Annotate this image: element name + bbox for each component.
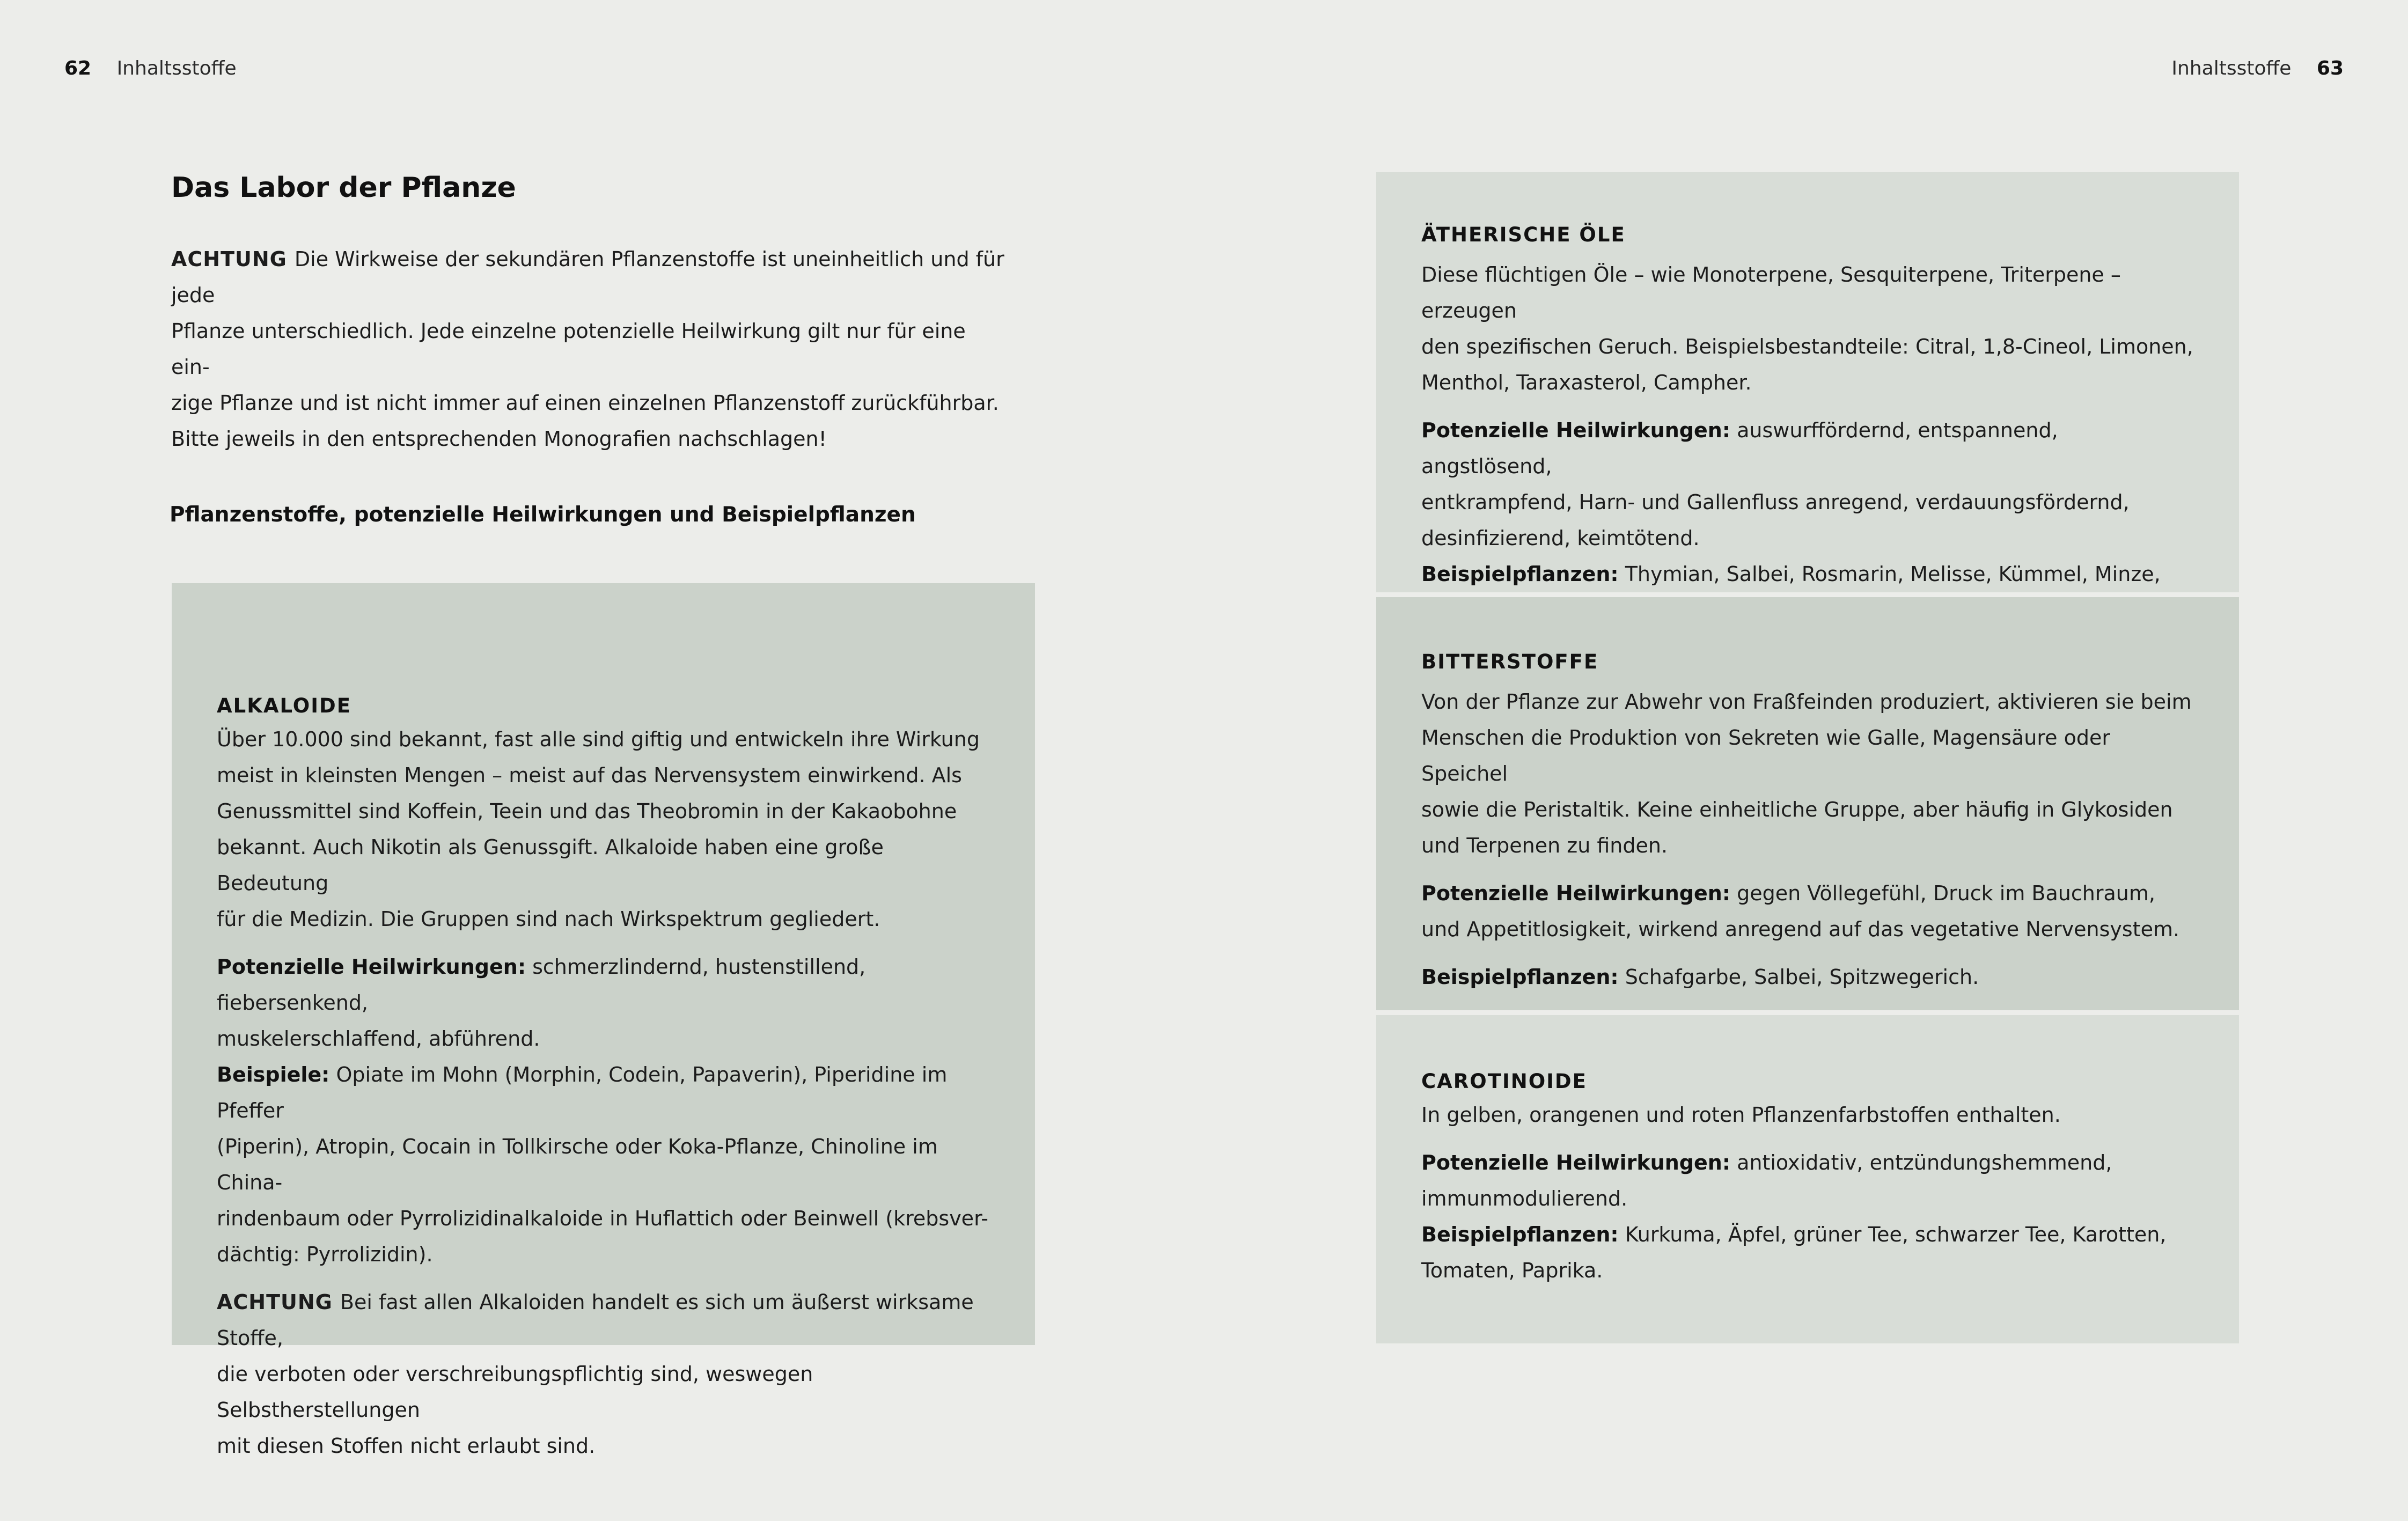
examples-line: rindenbaum oder Pyrrolizidinalkaloide in Huflattich oder Beinwell (krebsver- [217, 1207, 988, 1230]
plants-label: Beispielpflanzen: [1421, 1223, 1619, 1246]
oele-effects [1421, 413, 2194, 556]
right-running-head: Inhaltsstoffe [2171, 57, 2292, 79]
alkaloide-effects [217, 949, 990, 1057]
alkaloide-description [217, 722, 990, 937]
warning-label: ACHTUNG [217, 1290, 333, 1314]
plants-line: Kurkuma, Äpfel, grüner Tee, schwarzer Tee, Karotten, [1625, 1223, 2167, 1246]
plants-label: Beispielpflanzen: [1421, 965, 1619, 989]
aetherische-oele-box [1376, 172, 2239, 592]
description-line: Über 10.000 sind bekannt, fast alle sind giftig und entwickeln ihre Wirkung [217, 728, 980, 751]
effects-line: schmerzlindernd, hustenstillend, fiebersenkend, [217, 955, 866, 1015]
alkaloide-box [172, 583, 1035, 1458]
examples-line: dächtig: Pyrrolizidin). [217, 1243, 433, 1266]
effects-line: entkrampfend, Harn- und Gallenfluss anregend, verdauungsfördernd, [1421, 490, 2130, 514]
left-folio [64, 58, 237, 79]
description-line: für die Medizin. Die Gruppen sind nach Wirkspektrum gegliedert. [217, 907, 880, 931]
carotinoide-box [1376, 1015, 2239, 1343]
effects-label: Potenzielle Heilwirkungen: [1421, 881, 1731, 905]
description-line: sowie die Peristaltik. Keine einheitliche Gruppe, aber häufig in Glykosiden [1421, 798, 2173, 821]
intro-line: zige Pflanze und ist nicht immer auf einen einzelnen Pflanzenstoff zurückführbar. [171, 391, 999, 415]
effects-line: muskelerschlaffend, abführend. [217, 1027, 540, 1050]
left-page-number: 62 [64, 57, 92, 79]
alkaloide-warning [217, 1284, 990, 1464]
description-line: Menthol, Taraxasterol, Campher. [1421, 371, 1752, 394]
bitterstoffe-description [1421, 684, 2194, 864]
right-page-number: 63 [2316, 57, 2344, 79]
table-heading: Pflanzenstoffe, potenzielle Heilwirkungen und Beispielpflanzen [170, 503, 916, 527]
warning-line: die verboten oder verschreibungspflichtig sind, weswegen Selbstherstellungen [217, 1362, 813, 1422]
description-line: den spezifischen Geruch. Beispielsbestandteile: Citral, 1,8-Cineol, Limonen, [1421, 335, 2193, 358]
description-line: Von der Pflanze zur Abwehr von Fraßfeinden produziert, aktivieren sie beim [1421, 690, 2192, 714]
right-folio [2171, 58, 2344, 79]
effects-line: gegen Völlegefühl, Druck im Bauchraum, [1737, 881, 2155, 905]
description-line: und Terpenen zu finden. [1421, 834, 1668, 857]
examples-line: Opiate im Mohn (Morphin, Codein, Papaverin), Piperidine im Pfeffer [217, 1063, 948, 1122]
effects-label: Potenzielle Heilwirkungen: [1421, 418, 1731, 442]
description-line: Genussmittel sind Koffein, Teein und das Theobromin in der Kakaobohne [217, 799, 957, 823]
carotinoide-effects [1421, 1145, 2194, 1217]
carotinoide-title: CAROTINOIDE [1421, 1070, 1587, 1093]
intro-line: Pflanze unterschiedlich. Jede einzelne potenzielle Heilwirkung gilt nur für eine ein- [171, 319, 966, 379]
description-line: Diese flüchtigen Öle – wie Monoterpene, Sesquiterpene, Triterpene – erzeugen [1421, 263, 2121, 322]
intro-line: Bitte jeweils in den entsprechenden Monografien nachschlagen! [171, 427, 827, 451]
effects-line: immunmodulierend. [1421, 1187, 1628, 1210]
plants-text: Schafgarbe, Salbei, Spitzwegerich. [1625, 965, 1979, 989]
bitterstoffe-box [1376, 597, 2239, 1010]
alkaloide-examples [217, 1057, 990, 1273]
bitterstoffe-title: BITTERSTOFFE [1421, 650, 1599, 673]
left-running-head: Inhaltsstoffe [116, 57, 237, 79]
intro-line: Die Wirkweise der sekundären Pflanzenstoffe ist uneinheitlich und für jede [171, 247, 1004, 307]
oele-title: ÄTHERISCHE ÖLE [1421, 223, 1626, 246]
page-title: Das Labor der Pflanze [171, 172, 516, 204]
carotinoide-description: In gelben, orangenen und roten Pflanzenfarbstoffen enthalten. [1421, 1103, 2061, 1127]
description-line: meist in kleinsten Mengen – meist auf das Nervensystem einwirkend. Als [217, 763, 962, 787]
effects-line: antioxidativ, entzündungshemmend, [1737, 1151, 2112, 1174]
description-line: Menschen die Produktion von Sekreten wie Galle, Magensäure oder Speichel [1421, 726, 2111, 785]
plants-label: Beispielpflanzen: [1421, 562, 1619, 586]
examples-label: Beispiele: [217, 1063, 330, 1086]
intro-warning [171, 241, 1008, 457]
examples-line: (Piperin), Atropin, Cocain in Tollkirsche oder Koka-Pflanze, Chinoline im China- [217, 1135, 938, 1194]
plants-line: Thymian, Salbei, Rosmarin, Melisse, Kümmel, Minze, [1625, 562, 2161, 586]
intro-warning-label: ACHTUNG [171, 247, 287, 271]
effects-line: und Appetitlosigkeit, wirkend anregend auf das vegetative Nervensystem. [1421, 917, 2180, 941]
bitterstoffe-effects [1421, 876, 2194, 947]
carotinoide-plants [1421, 1217, 2194, 1289]
effects-label: Potenzielle Heilwirkungen: [1421, 1151, 1731, 1174]
warning-line: mit diesen Stoffen nicht erlaubt sind. [217, 1434, 596, 1458]
oele-description [1421, 257, 2194, 401]
alkaloide-title: ALKALOIDE [217, 694, 351, 717]
effects-line: auswurffördernd, entspannend, angstlösend, [1421, 418, 2058, 478]
description-line: bekannt. Auch Nikotin als Genussgift. Alkaloide haben eine große Bedeutung [217, 835, 884, 895]
plants-line: Tomaten, Paprika. [1421, 1259, 1603, 1282]
bitterstoffe-plants [1421, 959, 2194, 995]
effects-label: Potenzielle Heilwirkungen: [217, 955, 526, 979]
effects-line: desinfizierend, keimtötend. [1421, 526, 1700, 550]
warning-line: Bei fast allen Alkaloiden handelt es sich um äußerst wirksame Stoffe, [217, 1290, 974, 1350]
